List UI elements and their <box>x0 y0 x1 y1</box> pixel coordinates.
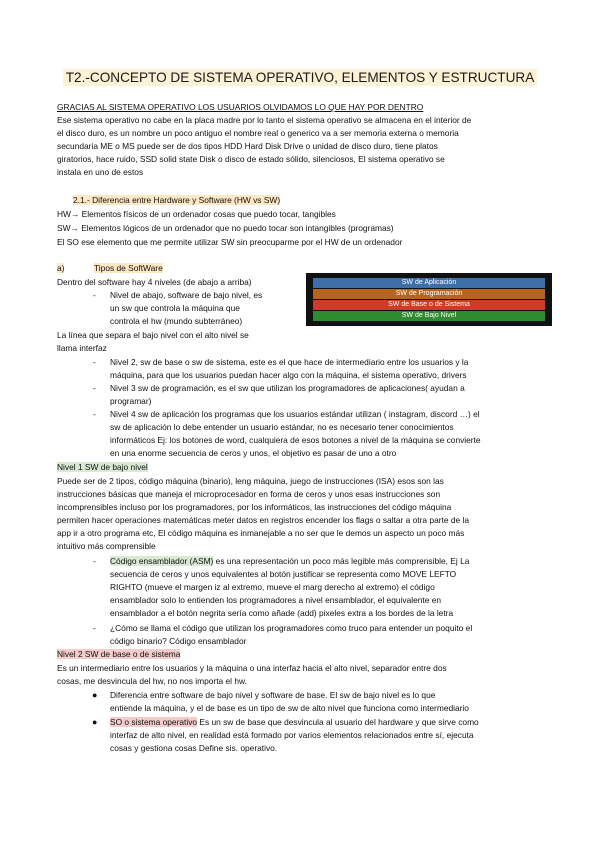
bullet-text: entiende la máquina, y el de base es un tipo de sw de alto nivel que funciona como intermediario <box>110 703 469 713</box>
bullet-text: Nivel de abajo, software de bajo nivel, es <box>110 290 263 300</box>
bullet-text: RIGHTO (mueve el margen iz al extremo, mueve el marg derecho al extremo) el código <box>110 582 435 592</box>
intro-line: secundaria ME o MS puede ser de dos tipos HDD Hard Disk Drive o unidad de disco duro, tiene platos <box>57 141 438 151</box>
software-levels-diagram <box>306 273 552 326</box>
bullet-text: código binario? Código ensamblador <box>110 636 247 646</box>
section-a-heading: Tipos de SoftWare <box>94 263 163 273</box>
bullet-text: Nivel 3 sw de programación, es el sw que utilizan los programadores de aplicaciones( ayudan a <box>110 383 465 393</box>
layer-aplicacion: SW de Aplicación <box>313 278 545 288</box>
section-a-label: a) <box>57 263 65 273</box>
nivel2-heading: Nivel 2 SW de base o de sistema <box>57 649 181 659</box>
nivel1-line: incomprensibles incluso por los programadores, por los informáticos, las instrucciones del código máquina <box>57 502 452 512</box>
intro-line: el disco duro, es un nombre un poco antiguo el nombre real o generico va a ser memoria externa o memoria <box>57 128 459 138</box>
nivel1-line: permiten hacer operaciones matemáticas meter datos en registros encender los flags o saltar a otra parte de la <box>57 515 469 525</box>
bullet-text: programar) <box>110 396 152 406</box>
dot-bullet: ● <box>92 690 98 700</box>
dash-bullet: - <box>93 409 96 419</box>
interfaz-line: La línea que separa el bajo nivel con el alto nivel se <box>57 330 249 340</box>
dash-bullet: - <box>93 556 96 566</box>
section-2-1-line: SW→ Elementos lógicos de un ordenador que no puedo tocar son intangibles (programas) <box>57 223 394 233</box>
bullet-text: ensamblador solo lo entienden los programadores a nivel ensamblador, el equivalente en <box>110 595 442 605</box>
nivel2-line: cosas, me desvincula del hw, no nos importa el hw. <box>57 676 247 686</box>
section-2-1-heading: 2.1.- Diferencia entre Hardware y Software (HW vs SW) <box>73 195 281 205</box>
bullet-text: Diferencia entre software de bajo nivel y software de base. El sw de bajo nivel es lo que <box>110 690 436 700</box>
bullet-text: máquina, para que los usuarios puedan hacer algo con la máquina, el sistema operativo, drivers <box>110 370 467 380</box>
dash-bullet: - <box>93 623 96 633</box>
interfaz-line: llama interfaz <box>57 343 107 353</box>
layer-programacion: SW de Programación <box>313 289 545 299</box>
bullet-text: cosas y gestiona cosas Define sis. operativo. <box>110 743 278 753</box>
bullet-text: sw de aplicación lo debe entender un usuario estándar, no es necesario tener conocimientos <box>110 422 454 432</box>
section-2-1-line: HW→ Elementos físicos de un ordenador cosas que puedo tocar, tangibles <box>57 209 336 219</box>
nivel1-heading: Nivel 1 SW de bajo nivel <box>57 462 148 472</box>
bullet-text: controla el hw (mundo subterráneo) <box>110 316 243 326</box>
intro-line: instala en uno de estos <box>57 167 144 177</box>
bullet-text: Nivel 4 sw de aplicación los programas que los usuarios estándar utilizan ( instagram, discord …) el <box>110 409 480 419</box>
bullet-text: interfaz de alto nivel, en realidad está formado por varios elementos relacionados entre sí, ejecuta <box>110 730 474 740</box>
bullet-text: secuencia de ceros y unos equivalentes al botón justificar se representa como MOVE LEFTO <box>110 569 457 579</box>
dash-bullet: - <box>93 357 96 367</box>
nivel1-line: app ir a otro programa etc, El código máquina es inmanejable a no ser que le demos un aspecto un poco más <box>57 528 465 538</box>
intro-line: giratorios, hace ruido, SSD solid state Disk o disco de estado sólido, silenciosos, El sistema operativo se <box>57 154 445 164</box>
bullet-text: informáticos Ej: los botones de word, cualquiera de esos botones a nivel de la máquina se convierte <box>110 435 481 445</box>
layer-bajo-nivel: SW de Bajo Nivel <box>313 311 545 321</box>
asm-bullet-first-line: Código ensamblador (ASM) es una representación un poco más legible más comprensible, Ej La <box>110 556 470 566</box>
nivel1-line: instrucciones básicas que maneja el microprocesador en forma de ceros y unos esas instrucciones son <box>57 489 441 499</box>
intro-heading: GRACIAS AL SISTEMA OPERATIVO LOS USUARIOS OLVIDAMOS LO QUE HAY POR DENTRO <box>57 102 424 112</box>
bullet-text: en una enorme secuencia de ceros y unos, el objetivo es pasar de uno a otro <box>110 448 397 458</box>
nivel1-line: intuitivo más comprensible <box>57 541 156 551</box>
intro-line: Ese sistema operativo no cabe en la placa madre por lo tanto el sistema operativo se almacena en el interior de <box>57 115 472 125</box>
dash-bullet: - <box>93 383 96 393</box>
bullet-text: Nivel 2, sw de base o sw de sistema, este es el que hace de intermediario entre los usuarios y la <box>110 357 469 367</box>
nivel2-line: Es un intermediario entre los usuarios y la máquina o una interfaz hacia el alto nivel, separador entre dos <box>57 663 447 673</box>
section-2-1-line: El SO ese elemento que me permite utilizar SW sin preocuparme por el HW de un ordenador <box>57 237 403 247</box>
bullet-text: ¿Cómo se llama el código que utilizan los programadores como truco para entender un poquito el <box>110 623 473 633</box>
bullet-text: un sw que controla la máquina que <box>110 303 240 313</box>
dash-bullet: - <box>93 290 96 300</box>
dot-bullet: ● <box>92 717 98 727</box>
layer-base-sistema: SW de Base o de Sistema <box>313 300 545 310</box>
so-bullet-first-line: SO o sistema operativo Es un sw de base que desvincula al usuario del hardware y que sirve como <box>110 717 479 727</box>
bullet-text: ensamblador a el botón negrita sería como añade (add) pixeles extra a los bordes de la letra <box>110 608 454 618</box>
nivel1-line: Puede ser de 2 tipos, código máquina (binario), leng máquina, juego de instrucciones (ISA) esos son las <box>57 476 444 486</box>
document-title: T2.-CONCEPTO DE SISTEMA OPERATIVO, ELEMENTOS Y ESTRUCTURA <box>0 70 600 85</box>
section-a-line: Dentro del software hay 4 niveles (de abajo a arriba) <box>57 277 252 287</box>
